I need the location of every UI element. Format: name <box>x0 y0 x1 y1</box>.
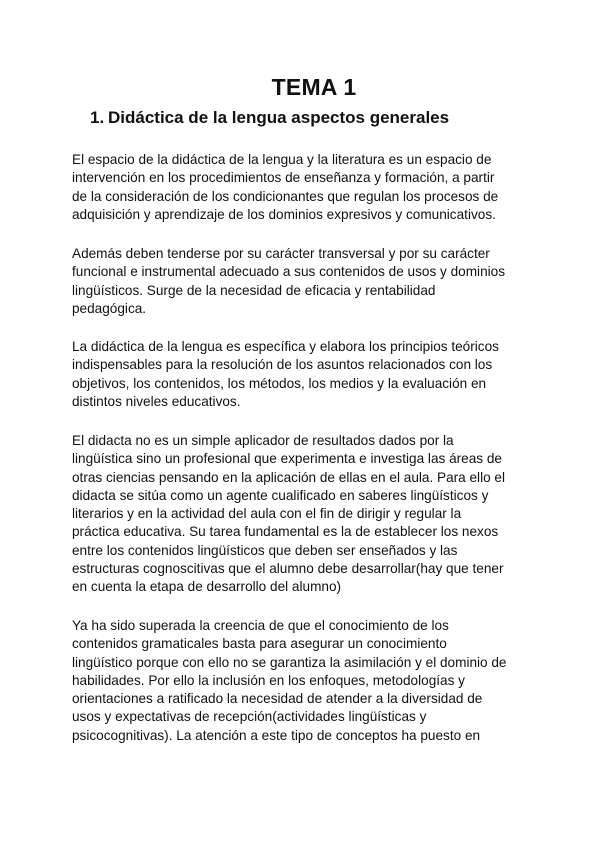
text-line: didacta se sitúa como un agente cualificado en saberes lingüísticos y <box>72 487 489 503</box>
text-line: literarios y en la actividad del aula con el fin de dirigir y regular la <box>72 506 462 522</box>
paragraph-2 <box>72 245 542 318</box>
text-line: objetivos, los contenidos, los métodos, los medios y la evaluación en <box>72 375 487 391</box>
text-line: Ya ha sido superada la creencia de que el conocimiento de los <box>72 618 449 633</box>
text-line: lingüístico porque con ello no se garantiza la asimilación y el dominio de <box>72 654 507 670</box>
document-title: TEMA 1 <box>271 74 357 100</box>
text-line: lingüística sino un profesional que experimenta e investiga las áreas de <box>72 451 502 467</box>
text-line: adquisición y aprendizaje de los dominios expresivos y comunicativos. <box>72 206 496 222</box>
section-heading <box>90 108 449 128</box>
text-line: indispensables para la resolución de los asuntos relacionados con los <box>72 357 493 373</box>
text-line: distintos niveles educativos. <box>72 393 241 409</box>
text-line: contenidos gramaticales basta para asegurar un conocimiento <box>72 636 447 652</box>
text-line: estructuras cognoscitivas que el alumno debe desarrollar(hay que tener <box>72 561 504 577</box>
text-line: habilidades. Por ello la inclusión en los enfoques, metodologías y <box>72 672 465 688</box>
text-line: intervención en los procedimientos de enseñanza y formación, a partir <box>72 170 495 186</box>
paragraph-5 <box>72 617 542 745</box>
text-line: psicocognitivas). La atención a este tipo de conceptos ha puesto en <box>72 727 481 743</box>
text-line: de la consideración de los condicionantes que regulan los procesos de <box>72 188 499 204</box>
text-line: El didacta no es un simple aplicador de resultados dados por la <box>72 433 454 448</box>
text-line: entre los contenidos lingüísticos que deben ser enseñados y las <box>72 542 458 558</box>
section-heading-text: Didáctica de la lengua aspectos generales <box>108 108 450 127</box>
section-number: 1. <box>90 108 105 127</box>
paragraph-4 <box>72 432 542 597</box>
text-line: La didáctica de la lengua es específica y elabora los principios teóricos <box>72 339 499 354</box>
paragraph-1 <box>72 151 542 224</box>
text-line: en cuenta la etapa de desarrollo del alumno) <box>72 579 342 595</box>
text-line: usos y expectativas de recepción(actividades lingüísticas y <box>72 709 427 725</box>
paragraph-3 <box>72 338 542 411</box>
text-line: pedagógica. <box>72 300 147 316</box>
text-line: otras ciencias pensando en la aplicación de ellas en el aula. Para ello el <box>72 469 506 485</box>
text-line: lingüísticos. Surge de la necesidad de eficacia y rentabilidad <box>72 282 436 298</box>
text-line: Además deben tenderse por su carácter transversal y por su carácter <box>72 246 490 261</box>
text-line: El espacio de la didáctica de la lengua y la literatura es un espacio de <box>72 152 492 167</box>
text-line: orientaciones a ratificado la necesidad de atender a la diversidad de <box>72 691 483 707</box>
text-line: funcional e instrumental adecuado a sus contenidos de usos y dominios <box>72 264 506 280</box>
text-line: práctica educativa. Su tarea fundamental es la de establecer los nexos <box>72 524 499 540</box>
